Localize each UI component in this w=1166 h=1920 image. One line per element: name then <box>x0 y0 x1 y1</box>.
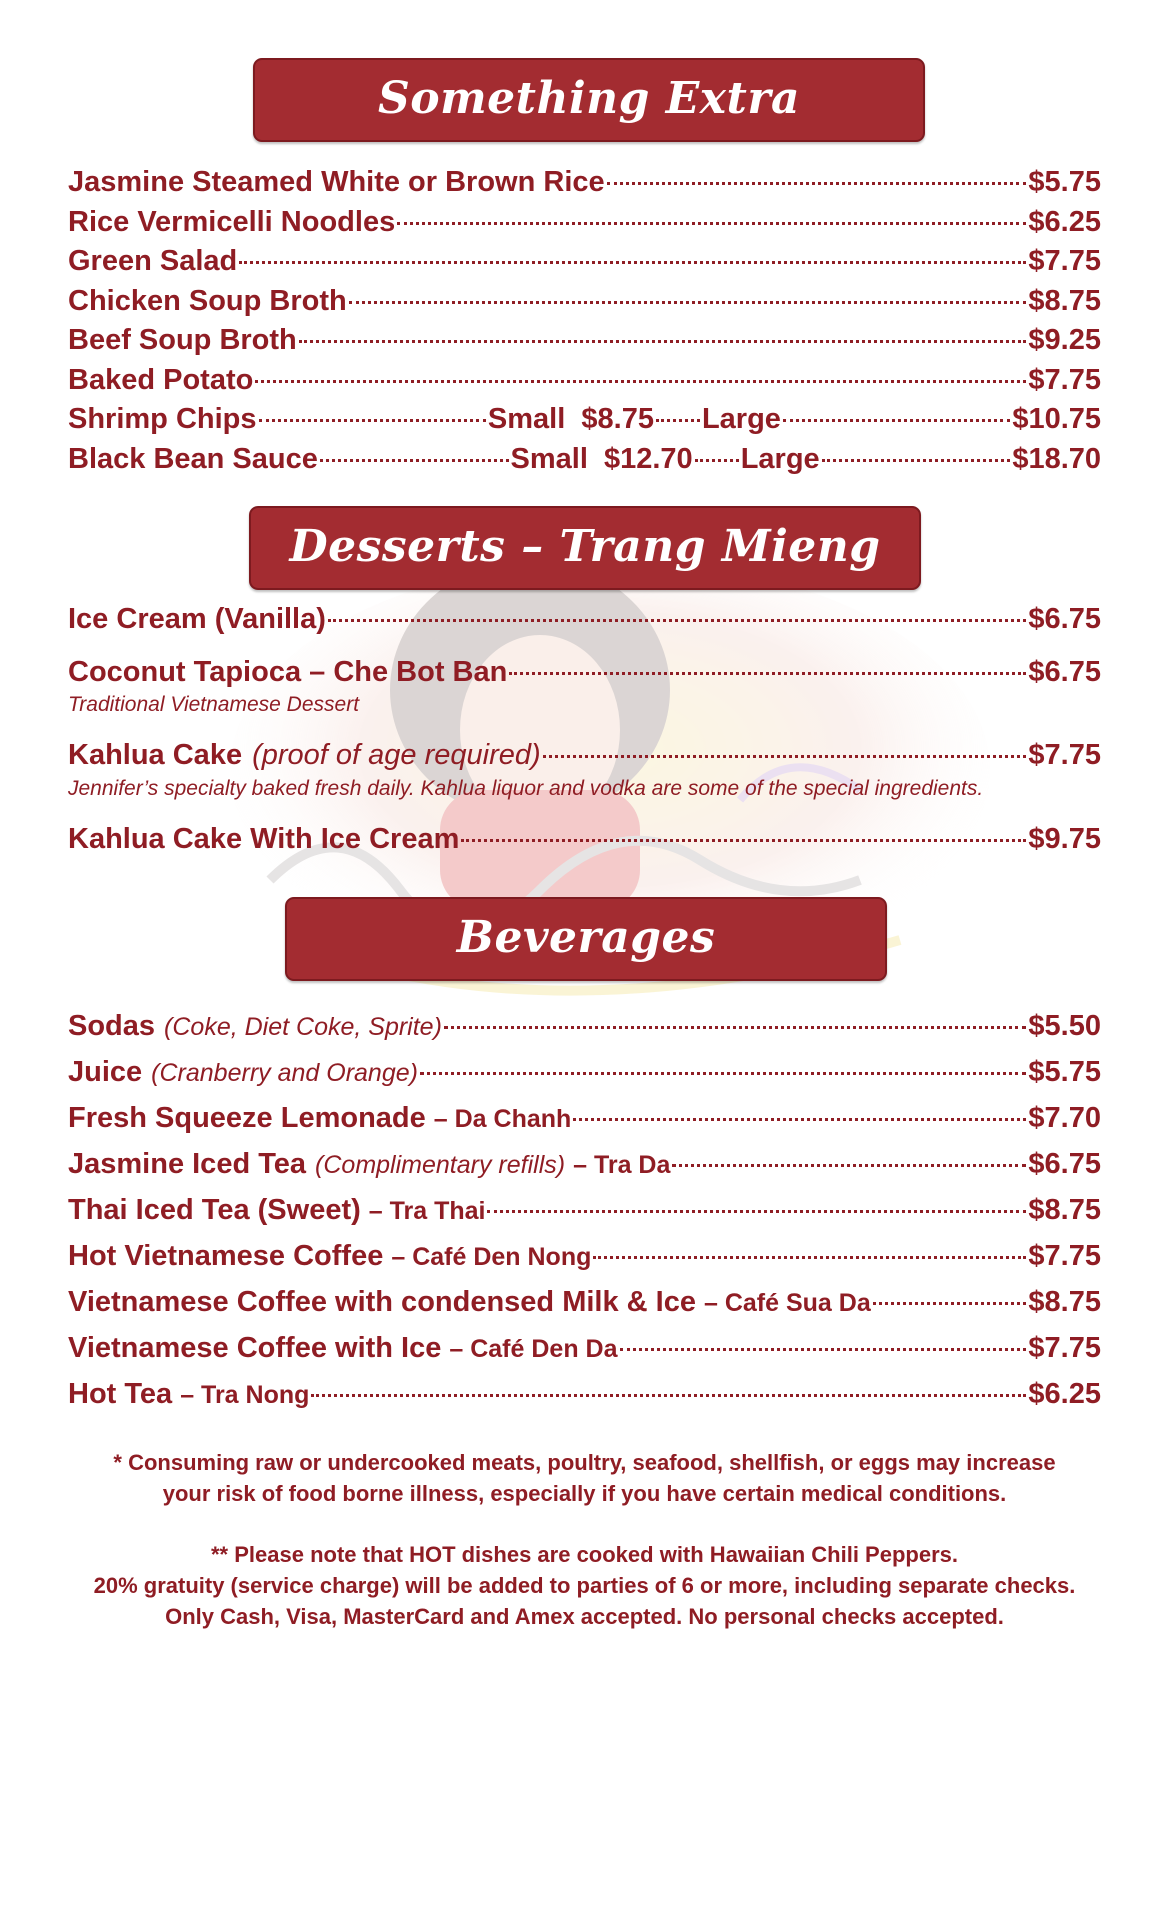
item-price: $7.70 <box>1028 1102 1101 1134</box>
dot-leader <box>320 459 509 462</box>
item-small-price: Small $12.70 <box>510 442 693 475</box>
item-name: Thai Iced Tea (Sweet) <box>68 1194 361 1226</box>
dot-leader <box>420 1072 1026 1075</box>
item-name: Beef Soup Broth <box>68 324 297 356</box>
menu-item <box>68 1096 1101 1142</box>
item-price: $6.25 <box>1028 1378 1101 1410</box>
item-price: $9.75 <box>1028 822 1101 855</box>
dot-leader <box>543 755 1027 758</box>
item-name: Jasmine Iced Tea <box>68 1148 307 1180</box>
menu-item <box>68 361 1101 401</box>
item-price: $6.75 <box>1028 655 1101 688</box>
payment-note: Only Cash, Visa, MasterCard and Amex accepted. No personal checks accepted. <box>165 1604 1004 1629</box>
item-price: $7.75 <box>1028 739 1101 771</box>
item-name: Vietnamese Coffee with Ice <box>68 1332 442 1364</box>
chili-note: ** Please note that HOT dishes are cooked with Hawaiian Chili Peppers. <box>211 1542 958 1567</box>
dot-leader <box>607 182 1027 185</box>
dot-leader <box>239 261 1026 264</box>
item-small-price: Small $8.75 <box>487 403 654 435</box>
dot-leader <box>311 1394 1026 1397</box>
menu-item <box>68 1004 1101 1050</box>
menu-item <box>68 600 1101 640</box>
item-price: $6.75 <box>1028 1148 1101 1180</box>
menu-item <box>68 163 1101 203</box>
gratuity-note: 20% gratuity (service charge) will be added to parties of 6 or more, including separate checks. <box>93 1573 1076 1598</box>
menu-item <box>68 242 1101 282</box>
item-name: Kahlua Cake <box>68 739 243 771</box>
item-vietnamese-name: – Tra Da <box>573 1151 671 1179</box>
menu-item <box>68 282 1101 322</box>
section-banner-extra <box>253 58 925 142</box>
food-safety-warning-line1: * Consuming raw or undercooked meats, poultry, seafood, shellfish, or eggs may increase <box>113 1450 1056 1475</box>
item-large-label: Large <box>701 403 781 435</box>
section-banner-desserts <box>249 506 921 590</box>
dot-leader <box>299 340 1027 343</box>
section-title-desserts: Desserts – Trang Mieng <box>289 521 881 572</box>
section-banner-beverages <box>285 897 887 981</box>
item-vietnamese-name: – Café Den Da <box>449 1335 618 1363</box>
menu-item <box>68 203 1101 243</box>
item-note: (Complimentary refills) <box>315 1151 566 1179</box>
item-vietnamese-name: – Tra Thai <box>368 1197 486 1225</box>
dot-leader <box>487 1210 1026 1213</box>
item-name: Jasmine Steamed White or Brown Rice <box>68 166 605 198</box>
item-price: $7.75 <box>1028 1240 1101 1272</box>
dot-leader <box>593 1256 1026 1259</box>
menu-item <box>68 1050 1101 1096</box>
item-vietnamese-name: – Tra Nong <box>180 1381 310 1409</box>
item-vietnamese-name: – Café Sua Da <box>703 1289 871 1317</box>
item-price: $6.25 <box>1028 205 1101 238</box>
item-name: Hot Vietnamese Coffee <box>68 1240 384 1272</box>
section-title-beverages: Beverages <box>456 912 716 963</box>
item-name: Rice Vermicelli Noodles <box>68 205 396 238</box>
dot-leader <box>822 459 1011 462</box>
item-name: Green Salad <box>68 245 238 277</box>
dot-leader <box>620 1348 1027 1351</box>
item-name: Shrimp Chips <box>68 403 257 435</box>
dot-leader <box>444 1026 1027 1029</box>
item-price: $8.75 <box>1028 1286 1101 1318</box>
item-name: Fresh Squeeze Lemonade <box>68 1102 426 1134</box>
menu-item <box>68 321 1101 361</box>
item-price: $6.75 <box>1028 603 1101 635</box>
item-name: Baked Potato <box>68 363 254 396</box>
item-price: $9.25 <box>1028 324 1101 356</box>
item-price: $7.75 <box>1028 245 1101 277</box>
item-name: Juice <box>68 1056 143 1088</box>
section-title-extra: Something Extra <box>377 73 801 124</box>
item-price: $5.75 <box>1028 166 1101 198</box>
desserts-list <box>68 600 1101 859</box>
dot-leader <box>349 301 1027 304</box>
menu-item <box>68 1326 1101 1372</box>
dot-leader <box>783 419 1010 422</box>
dot-leader <box>656 419 700 422</box>
item-name: Sodas <box>68 1010 156 1042</box>
item-price: $7.75 <box>1028 363 1101 396</box>
item-price: $5.50 <box>1028 1010 1101 1042</box>
item-note: (proof of age required) <box>252 739 541 771</box>
item-name: Chicken Soup Broth <box>68 284 347 317</box>
dot-leader <box>695 459 739 462</box>
item-name: Coconut Tapioca – Che Bot Ban <box>68 655 508 688</box>
item-note: (Cranberry and Orange) <box>151 1059 418 1087</box>
dot-leader <box>672 1164 1026 1167</box>
extra-list <box>68 163 1101 479</box>
dot-leader <box>259 419 486 422</box>
dot-leader <box>873 1302 1027 1305</box>
menu-item <box>68 653 1101 693</box>
menu-item <box>68 1188 1101 1234</box>
item-name: Vietnamese Coffee with condensed Milk & Ice <box>68 1286 696 1318</box>
item-price: $18.70 <box>1012 442 1102 475</box>
menu-item <box>68 1142 1101 1188</box>
item-name: Hot Tea <box>68 1378 173 1410</box>
item-name: Black Bean Sauce <box>68 442 318 475</box>
menu-item <box>68 736 1101 776</box>
menu-item <box>68 1280 1101 1326</box>
item-price: $8.75 <box>1028 284 1101 317</box>
item-price: $10.75 <box>1012 403 1102 435</box>
dot-leader <box>328 619 1027 622</box>
menu-item <box>68 820 1101 860</box>
item-note: (Coke, Diet Coke, Sprite) <box>164 1013 442 1041</box>
item-large-label: Large <box>740 442 820 475</box>
menu-item <box>68 1234 1101 1280</box>
menu-item <box>68 440 1101 480</box>
dot-leader <box>397 222 1026 225</box>
dot-leader <box>255 380 1026 383</box>
dot-leader <box>573 1118 1026 1121</box>
item-price: $8.75 <box>1028 1194 1101 1226</box>
menu-item <box>68 400 1101 440</box>
item-vietnamese-name: – Da Chanh <box>433 1105 572 1133</box>
dot-leader <box>461 839 1026 842</box>
item-price: $7.75 <box>1028 1332 1101 1364</box>
menu-item <box>68 1372 1101 1418</box>
item-name: Ice Cream (Vanilla) <box>68 603 326 635</box>
item-description: Jennifer’s specialty baked fresh daily. Kahlua liquor and vodka are some of the special ingredients. <box>68 776 984 800</box>
beverages-list <box>68 1004 1101 1418</box>
food-safety-warning-line2: your risk of food borne illness, especially if you have certain medical conditions. <box>162 1481 1007 1506</box>
item-vietnamese-name: – Café Den Nong <box>391 1243 592 1271</box>
item-description: Traditional Vietnamese Dessert <box>68 693 360 716</box>
policy-notes <box>68 1539 1101 1632</box>
item-price: $5.75 <box>1028 1056 1101 1088</box>
dot-leader <box>509 672 1026 675</box>
item-name: Kahlua Cake With Ice Cream <box>68 822 460 855</box>
footer-notes <box>68 1447 1101 1632</box>
